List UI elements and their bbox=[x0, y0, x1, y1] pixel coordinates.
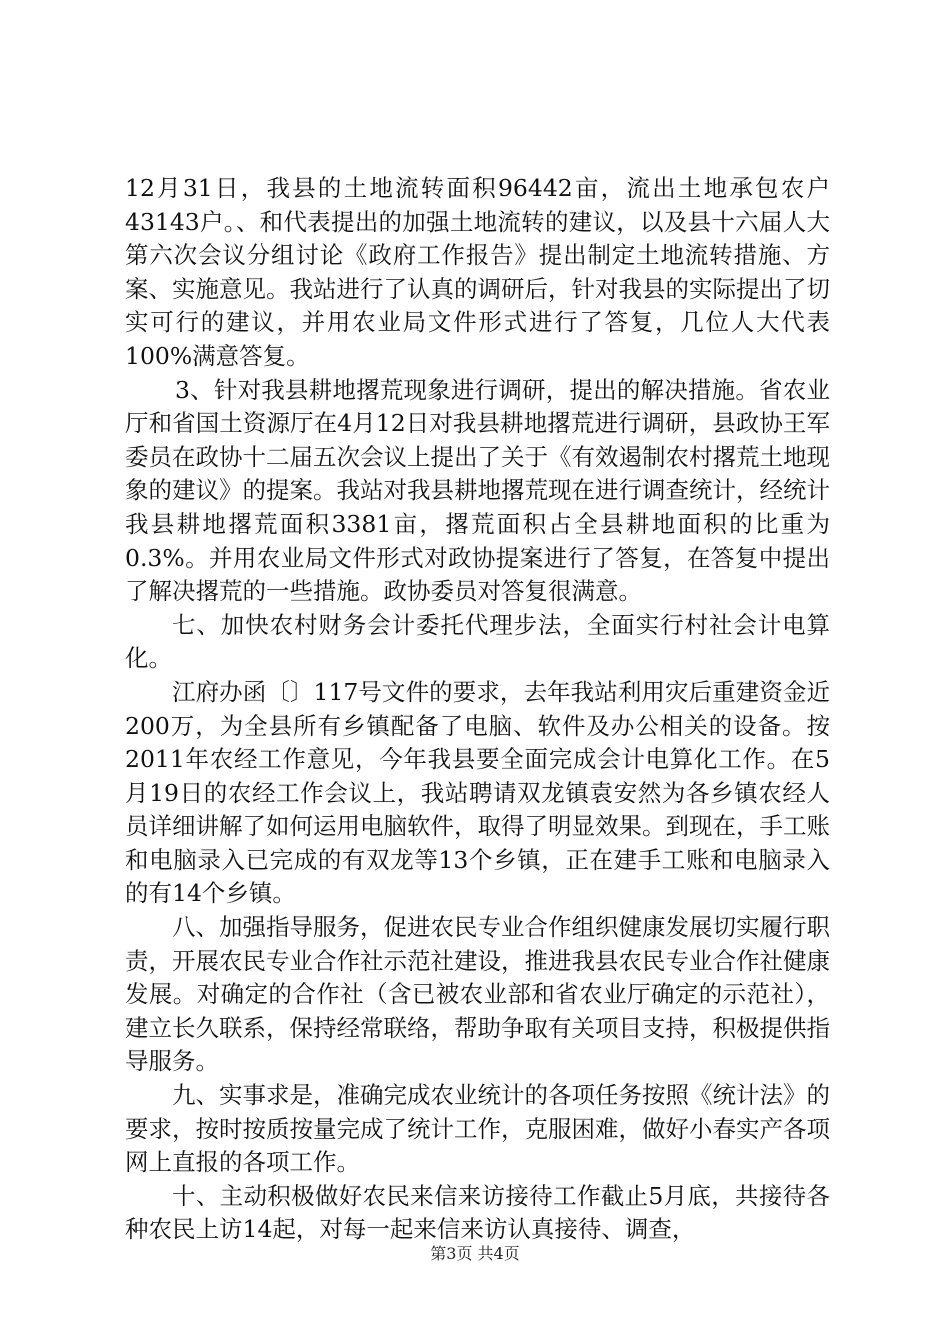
paragraph-accounting: 江府办函〔〕117号文件的要求，去年我站利用灾后重建资金近200万，为全县所有乡镇配备了电脑、软件及办公相关的设备。按2011年农经工作意见，今年我县要全面完成会计电算化工作。在5月19日的农经工作会议上，我站聘请双龙镇袁安然为各乡镇农经人员详细讲解了如何运用电脑软件，取得了明显效果。到现在，手工账和电脑录入已完成的有双龙等13个乡镇，正在建手工账和电脑录入的有14个乡镇。 bbox=[125, 677, 830, 908]
paragraph-land-transfer: 12月31日，我县的土地流转面积96442亩，流出土地承包农户43143户。、和代表提出的加强土地流转的建议，以及县十六届人大第六次会议分组讨论《政府工作报告》提出制定土地流转措施、方案、实施意见。我站进行了认真的调研后，针对我县的实际提出了切实可行的建议，并用农业局文件形式进行了答复，几位人大代表100%满意答复。 bbox=[125, 174, 830, 370]
section-heading-nine: 九、实事求是，准确完成农业统计的各项任务按照《统计法》的要求，按时按质按量完成了统计工作，克服困难，做好小春实产各项网上直报的各项工作。 bbox=[125, 1081, 830, 1177]
page-number-footer: 第3页 共4页 bbox=[430, 1244, 520, 1263]
section-heading-ten: 十、主动积极做好农民来信来访接待工作截止5月底，共接待各种农民上访14起，对每一起来信来访认真接待、调查， bbox=[125, 1181, 830, 1244]
section-heading-eight: 八、加强指导服务，促进农民专业合作组织健康发展切实履行职责，开展农民专业合作社示范社建设，推进我县农民专业合作社健康发展。对确定的合作社（含已被农业部和省农业厅确定的示范社），建立长久联系，保持经常联络，帮助争取有关项目支持，积极提供指导服务。 bbox=[125, 913, 830, 1076]
document-body bbox=[125, 172, 830, 1247]
section-heading-seven: 七、加快农村财务会计委托代理步法，全面实行村社会计电算化。 bbox=[125, 610, 830, 673]
paragraph-abandoned-land: 3、针对我县耕地撂荒现象进行调研，提出的解决措施。省农业厅和省国土资源厅在4月12日对我县耕地撂荒进行调研，县政协王军委员在政协十二届五次会议上提出了关于《有效遏制农村撂荒土地现象的建议》的提案。我站对我县耕地撂荒现在进行调查统计，经统计我县耕地撂荒面积3381亩，撂荒面积占全县耕地面积的比重为0.3%。并用农业局文件形式对政协提案进行了答复，在答复中提出了解决撂荒的一些措施。政协委员对答复很满意。 bbox=[125, 375, 830, 606]
